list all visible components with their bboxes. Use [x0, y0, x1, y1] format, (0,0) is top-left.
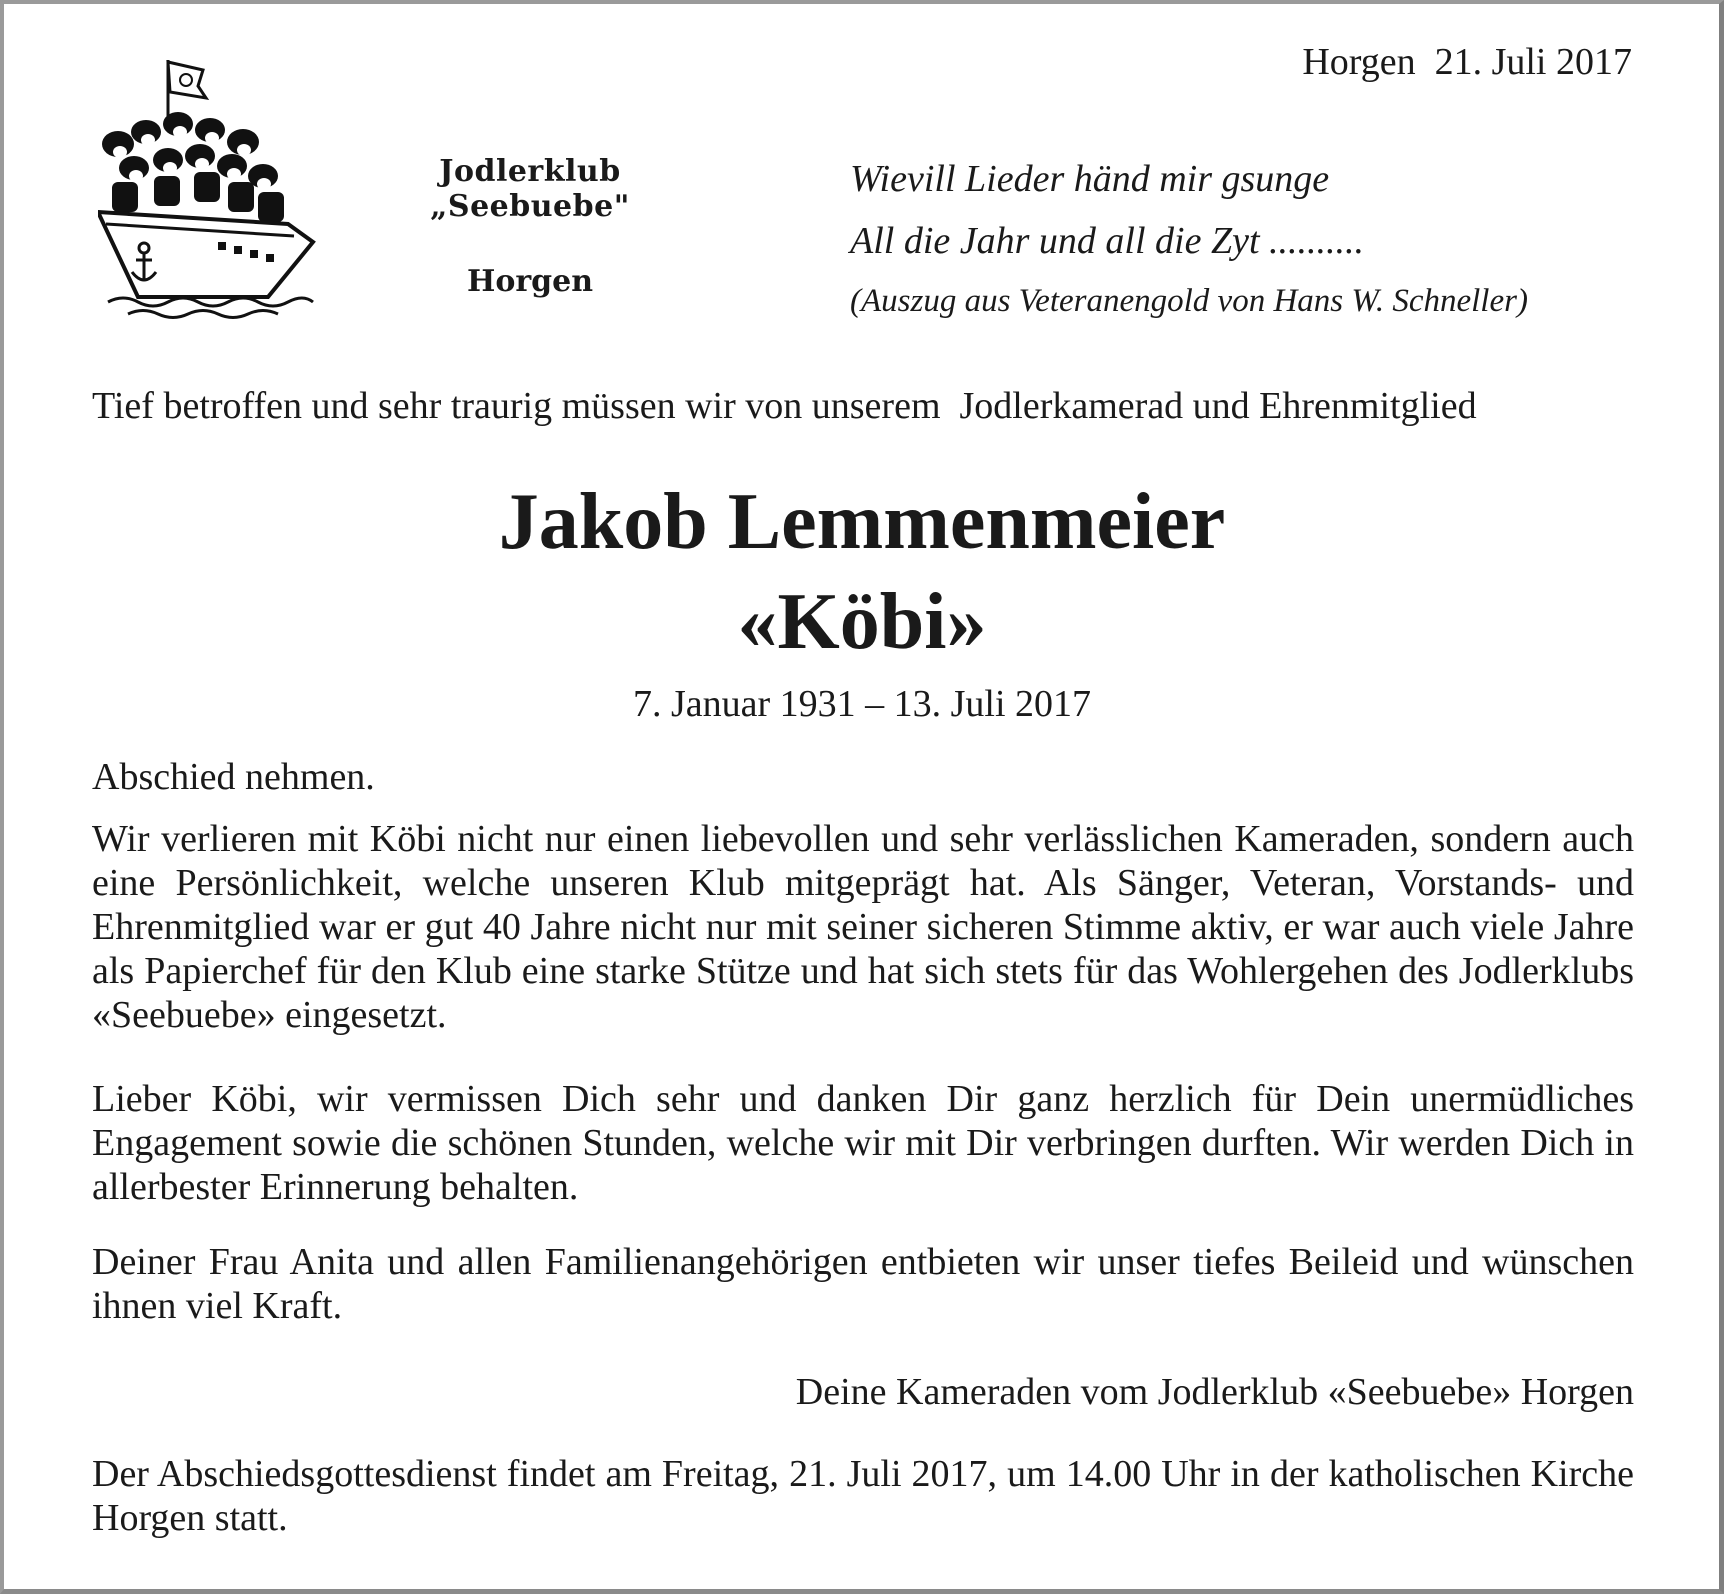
paragraph-condolences: Deiner Frau Anita und allen Familienangehörigen entbieten wir unser tiefes Beileid und wünschen ihnen viel Kraft.	[92, 1241, 1634, 1327]
song-quote	[850, 148, 1528, 330]
paragraph-tribute: Wir verlieren mit Köbi nicht nur einen liebevollen und sehr verlässlichen Kameraden, sondern auch eine Persönlichkeit, welche unseren Klub mitgeprägt hat. Als Sänger, Veteran, Vorstands- und Ehrenmitglied war er gut 40 Jahre nicht nur mit seiner sicheren Stimme aktiv, er war auch viele Jahre als Papierchef für den Klub eine starke Stütze und hat sich stets für das Wohlergehen des Jodlerklubs «Seebuebe» eingesetzt.	[92, 818, 1634, 1036]
club-place: Horgen	[466, 264, 594, 299]
paragraph-thanks: Lieber Köbi, wir vermissen Dich sehr und danken Dir ganz herzlich für Dein unermüdliches Engagement sowie die schönen Stunden, welche wir mit Dir verbringen durften. Wir werden Dich in allerbester Erinnerung behalten.	[92, 1078, 1634, 1208]
service-info: Der Abschiedsgottesdienst findet am Freitag, 21. Juli 2017, um 14.00 Uhr in der katholischen Kirche Horgen statt.	[92, 1453, 1634, 1539]
deceased-nickname: «Köbi»	[737, 578, 987, 666]
quote-line-2: All die Jahr und all die Zyt ..........	[850, 220, 1365, 262]
ship-logo-icon	[98, 52, 338, 322]
quote-line-1: Wievill Lieder händ mir gsunge	[850, 158, 1330, 200]
club-name: Jodlerklub „Seebuebe"	[430, 154, 630, 224]
quote-source: (Auszug aus Veteranengold von Hans W. Schneller)	[850, 283, 1528, 319]
deceased-name: Jakob Lemmenmeier	[498, 478, 1226, 566]
intro-text: Tief betroffen und sehr traurig müssen wir von unserem Jodlerkamerad und Ehrenmitglied	[92, 385, 1477, 427]
club-logo	[98, 52, 338, 322]
farewell-line: Abschied nehmen.	[92, 756, 375, 798]
signature: Deine Kameraden vom Jodlerklub «Seebuebe» Horgen	[795, 1371, 1634, 1413]
date-place: Horgen 21. Juli 2017	[1302, 41, 1632, 83]
life-dates: 7. Januar 1931 – 13. Juli 2017	[632, 683, 1092, 725]
